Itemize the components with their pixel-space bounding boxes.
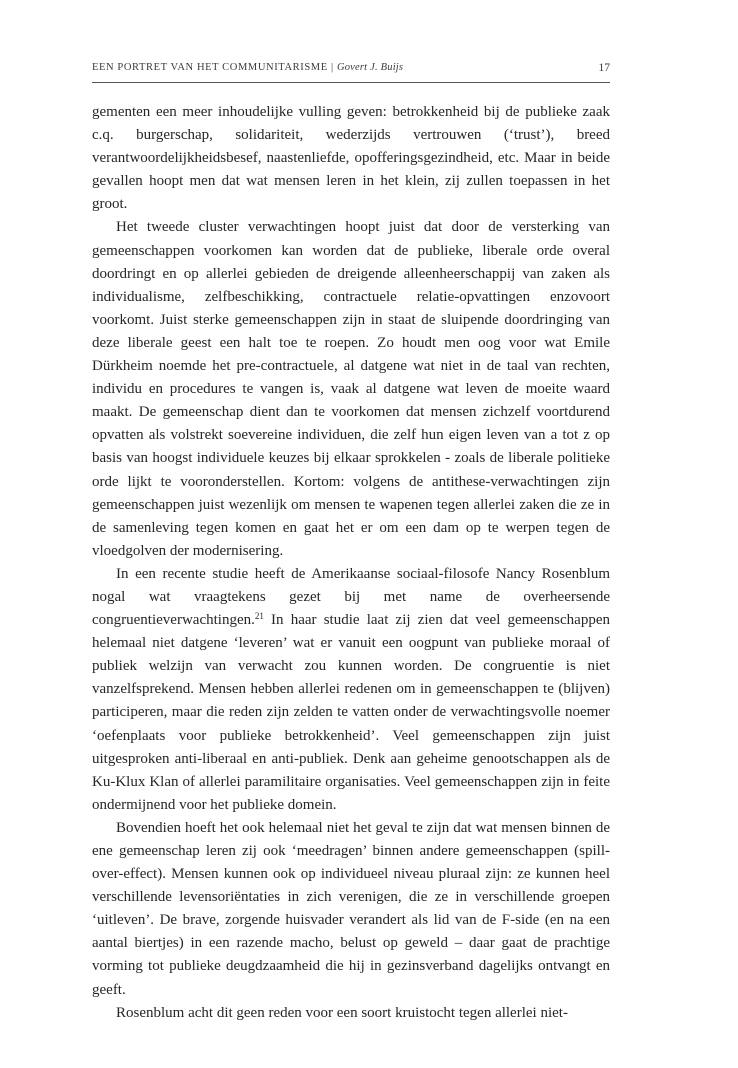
paragraph-2: Het tweede cluster verwachtingen hoopt juist dat door de versterking van gemeenschappen voorkomen kan worden dat de publieke, liberale orde overal doordringt en op allerlei gebieden de dreigende alleenheerschappij van zaken als individualisme, zelfbeschikking, contractuele relatie-opvattingen enzovoort voorkomt. Juist sterke gemeenschappen zijn in staat de sluipende doordringing van deze liberale geest een halt toe te roepen. Zo houdt men oog voor wat Emile Dürkheim noemde het pre-contractuele, al datgene wat niet in de taal van rechten, individu en procedures te vangen is, vaak al datgene wat leven de moeite waard maakt. De gemeenschap dient dan te voorkomen dat mensen zichzelf voortdurend opvatten als volstrekt soevereine individuen, die zelf hun eigen leven van a tot z op basis van hoogst individuele keuzes bij elkaar sprokkelen - zoals de liberale politieke orde lijkt te vooronderstellen. Kortom: volgens de antithese-verwachtingen zijn gemeenschappen juist wezenlijk om mensen te wapenen tegen allerlei zaken die ze in de samenleving tegen komen en gaat het er om een dam op te werpen tegen de vloedgolven der modernisering. [92,219,610,559]
header-title: EEN PORTRET VAN HET COMMUNITARISME [92,62,328,73]
page-number: 17 [598,62,610,74]
paragraph-3-text-after: In haar studie laat zij zien dat veel gemeenschappen helemaal niet datgene ‘leveren’ wat er vanuit een oogpunt van publieke moraal of publiek welzijn van verwacht zou kunnen worden. De congruentie is niet vanzelfsprekend. Mensen hebben allerlei redenen om in gemeenschappen te (blijven) participeren, maar die reden zijn zelden te vatten onder de verwachtingsvolle noemer ‘oefenplaats voor publieke betrokkenheid’. Veel gemeenschappen zijn juist uitgesproken anti-liberaal en anti-publiek. Denk aan geheime genootschappen als de Ku-Klux Klan of allerlei paramilitaire organisaties. Veel gemeenschappen zijn in feite ondermijnend voor het publieke domein. [92,612,610,813]
paragraph-4: Bovendien hoeft het ook helemaal niet het geval te zijn dat wat mensen binnen de ene gemeenschap leren zij ook ‘meedragen’ binnen andere gemeenschappen (spill-over-effect). Mensen kunnen ook op individueel niveau pluraal zijn: ze kunnen heel verschillende levensoriëntaties in zich verenigen, die ze in verschillende groepen ‘uitleven’. De brave, zorgende huisvader verandert als lid van de F-side (en na een aantal biertjes) in een razende macho, belust op geweld – daar gaat de prachtige vorming tot publieke deugdzaamheid die hij in gezinsverband dagelijks ontvangt en geeft. [92,819,610,998]
running-header [92,62,610,73]
paragraph-5: Rosenblum acht dit geen reden voor een soort kruistocht tegen allerlei niet- [116,1004,568,1021]
header-author: Govert J. Buijs [336,62,404,73]
header-rule [92,82,610,83]
footnote-marker-21[interactable]: 21 [254,611,264,622]
body-text [92,101,610,1025]
paragraph-3-text-before: In een recente studie heeft de Amerikaanse sociaal-filosofe Nancy Rosenblum nogal wat vraagtekens gezet bij met name de overheersende congruentieverwachtingen. [92,565,610,629]
header-separator: | [331,62,334,73]
paragraph-1: gementen een meer inhoudelijke vulling geven: betrokkenheid bij de publieke zaak c.q. burgerschap, solidariteit, wederzijds vertrouwen (‘trust’), breed verantwoordelijkheidsbesef, naastenliefde, opofferingsgezindheid, etc. Maar in beide gevallen hoopt men dat wat mensen leren in het klein, zij zullen toepassen in het groot. [92,104,610,213]
paragraph-3 [92,563,610,817]
